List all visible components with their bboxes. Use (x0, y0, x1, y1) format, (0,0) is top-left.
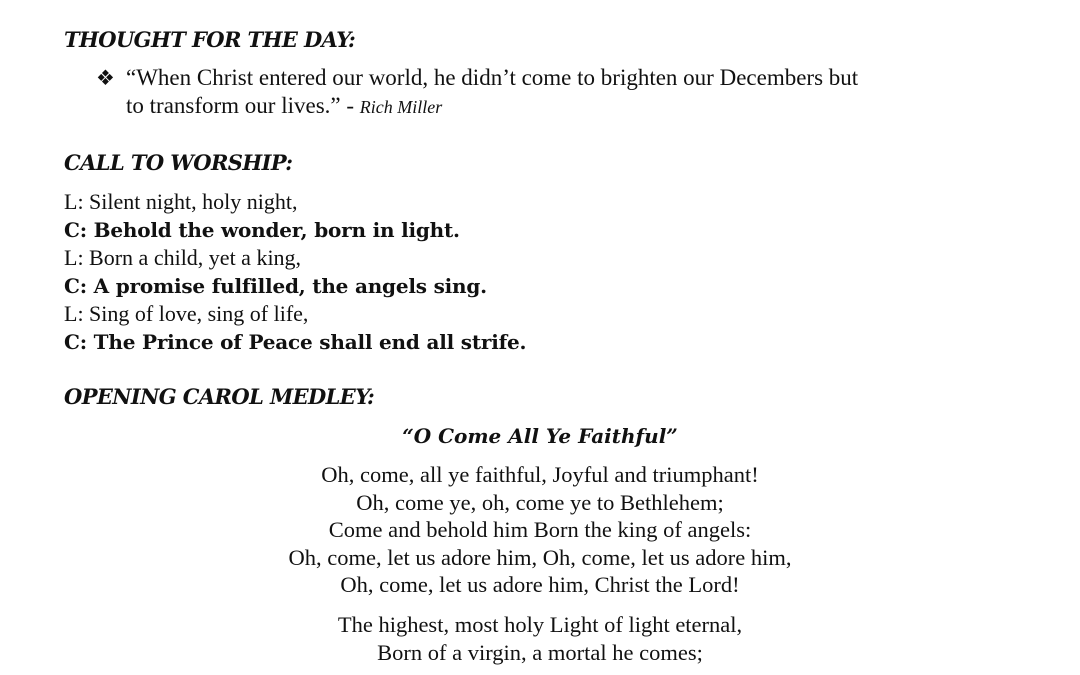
thought-quote (126, 64, 1026, 121)
carol-medley-heading: OPENING CAROL MEDLEY: (64, 384, 375, 409)
lyric-line: The highest, most holy Light of light eternal, (337, 612, 743, 637)
lyric-line: Oh, come, let us adore him, Oh, come, let us adore him, (288, 544, 792, 570)
thought-heading: THOUGHT FOR THE DAY: (64, 27, 356, 52)
leader-line: L: Silent night, holy night, (64, 189, 298, 214)
congregation-line: C: A promise fulfilled, the angels sing. (64, 274, 487, 298)
lyric-line: Come and behold him Born the king of angels: (328, 517, 752, 542)
lyric-line: Oh, come ye, oh, come ye to Bethlehem; (356, 489, 724, 515)
verse-1 (0, 461, 1080, 599)
quote-text: to transform our lives.” - (126, 93, 360, 118)
congregation-line: C: Behold the wonder, born in light. (64, 218, 460, 242)
leader-line: L: Born a child, yet a king, (64, 245, 302, 270)
verse-2 (0, 611, 1080, 666)
lyric-line: Oh, come, all ye faithful, Joyful and triumphant! (321, 462, 759, 487)
congregation-line: C: The Prince of Peace shall end all strife. (64, 330, 527, 354)
leader-line: L: Sing of love, sing of life, (64, 301, 309, 326)
call-to-worship-heading: CALL TO WORSHIP: (64, 150, 293, 175)
diamond-bullet-icon: ❖ (96, 66, 115, 90)
quote-author: Rich Miller (359, 97, 443, 117)
song-title: “O Come All Ye Faithful” (402, 424, 678, 448)
lyric-line: Oh, come, let us adore him, Christ the Lord! (340, 572, 740, 597)
lyric-line: Born of a virgin, a mortal he comes; (377, 639, 703, 665)
quote-line: “When Christ entered our world, he didn’t come to brighten our Decembers but (126, 65, 859, 90)
quote-line (126, 92, 1026, 121)
call-to-worship-litany (64, 188, 764, 356)
